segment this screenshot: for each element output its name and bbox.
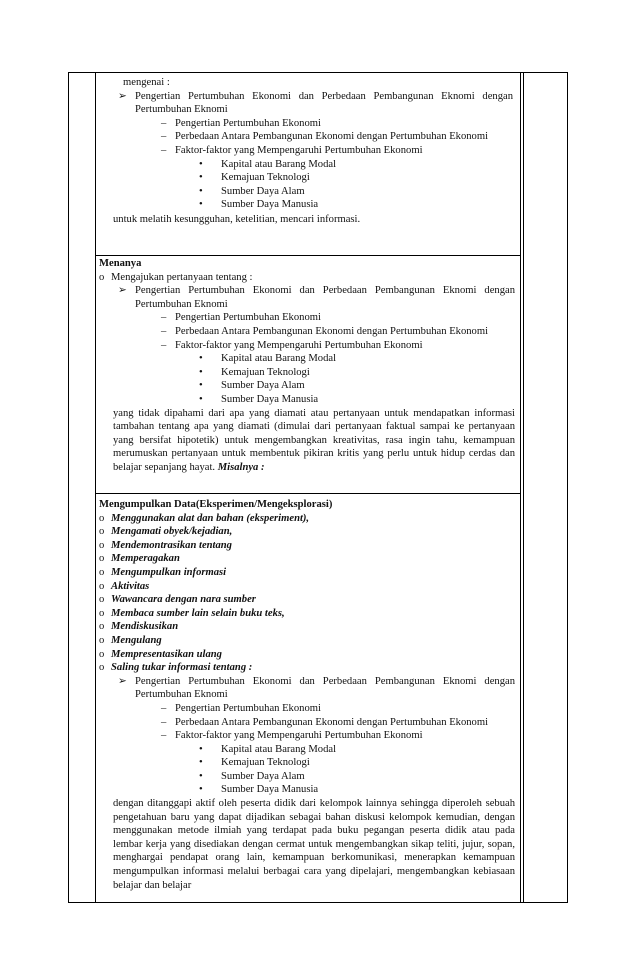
activity-item <box>99 525 515 539</box>
activity-text: Aktivitas <box>111 580 150 592</box>
activity-text: Mengajukan pertanyaan tentang : <box>111 271 253 283</box>
table-border-right <box>567 72 568 903</box>
factor-item <box>113 158 513 172</box>
sub-item-text: Pengertian Pertumbuhan Ekonomi <box>175 117 321 129</box>
activity-item <box>99 607 515 621</box>
topic-item <box>113 675 515 702</box>
activity-item <box>99 566 515 580</box>
column-divider-2 <box>520 72 521 903</box>
factor-text: Kapital atau Barang Modal <box>221 353 337 365</box>
section-2-nested <box>99 284 515 474</box>
activity-text: Membaca sumber lain selain buku teks, <box>111 607 285 619</box>
activity-text: Saling tukar informasi tentang : <box>111 662 253 674</box>
dash-bullet-icon: – <box>161 716 167 728</box>
dash-bullet-icon: – <box>161 131 167 143</box>
arrow-bullet-icon: ➢ <box>118 90 127 102</box>
circle-bullet-icon: o <box>99 526 105 538</box>
factor-item <box>113 185 513 199</box>
circle-bullet-icon: o <box>99 539 105 551</box>
factor-text: Kemajuan Teknologi <box>221 757 310 769</box>
dot-bullet-icon: • <box>199 353 203 365</box>
table-border-top <box>68 72 568 73</box>
activity-text: Mendiskusikan <box>111 621 179 633</box>
sub-item <box>113 130 513 144</box>
sub-item <box>113 729 515 743</box>
circle-bullet-icon: o <box>99 271 105 283</box>
activity-item <box>99 634 515 648</box>
activity-text: Mengamati obyek/kejadian, <box>111 526 233 538</box>
dot-bullet-icon: • <box>199 770 203 782</box>
table-border-left <box>68 72 69 903</box>
dot-bullet-icon: • <box>199 393 203 405</box>
sub-item-text: Perbedaan Antara Pembangunan Ekonomi dengan Pertumbuhan Ekonomi <box>175 131 489 143</box>
dot-bullet-icon: • <box>199 185 203 197</box>
activity-text: Mengumpulkan informasi <box>111 566 227 578</box>
activity-item <box>99 539 515 553</box>
factor-item <box>113 743 515 757</box>
dot-bullet-icon: • <box>199 743 203 755</box>
dash-bullet-icon: – <box>161 144 167 156</box>
factor-item <box>113 756 515 770</box>
factor-text: Sumber Daya Alam <box>221 770 305 782</box>
sub-item <box>113 117 513 131</box>
column-divider-3 <box>523 72 524 903</box>
dot-bullet-icon: • <box>199 784 203 796</box>
sub-item-text: Pengertian Pertumbuhan Ekonomi <box>175 702 321 714</box>
circle-bullet-icon: o <box>99 607 105 619</box>
activity-item <box>99 271 515 285</box>
sub-item <box>113 702 515 716</box>
factor-text: Sumber Daya Alam <box>221 185 305 197</box>
sub-item <box>113 325 515 339</box>
factor-item <box>113 366 515 380</box>
topic-item <box>113 284 515 311</box>
dash-bullet-icon: – <box>161 730 167 742</box>
factor-text: Sumber Daya Manusia <box>221 393 319 405</box>
sub-item <box>113 716 515 730</box>
section-2-closing <box>113 407 515 475</box>
section-3-closing: dengan ditanggapi aktif oleh peserta didik dari kelompok lainnya sehingga diperoleh sebuah pengetahuan baru yang dapat dijadikan sebagai bahan diskusi kelompok kemudian, dengan menggunakan metode ilmiah yang terdapat pada buku pegangan peserta didik atau pada lembar kerja yang disediakan dengan cermat untuk mengembangkan sikap teliti, jujur, sopan, menghargai pendapat orang lain, kemampuan berkomunikasi, menerapkan kemampuan mengumpulkan informasi melalui berbagai cara yang dipelajari, mengembangkan kebiasaan belajar dan belajar <box>113 798 515 891</box>
dash-bullet-icon: – <box>161 312 167 324</box>
factor-item <box>113 352 515 366</box>
section-2-cell <box>99 257 515 475</box>
dash-bullet-icon: – <box>161 325 167 337</box>
topic-text: Pengertian Pertumbuhan Ekonomi dan Perbedaan Pembangunan Eknomi dengan Pertumbuhan Eknomi <box>135 90 513 116</box>
factor-item <box>113 783 515 797</box>
factor-item <box>113 770 515 784</box>
activity-item <box>99 512 515 526</box>
column-divider-1 <box>95 72 96 903</box>
section-3-cell <box>99 498 515 892</box>
arrow-bullet-icon: ➢ <box>118 285 127 297</box>
factor-item <box>113 379 515 393</box>
circle-bullet-icon: o <box>99 553 105 565</box>
sub-item-text: Faktor-faktor yang Mempengaruhi Pertumbuhan Ekonomi <box>175 144 423 156</box>
sub-item-text: Perbedaan Antara Pembangunan Ekonomi dengan Pertumbuhan Ekonomi <box>175 716 489 728</box>
circle-bullet-icon: o <box>99 621 105 633</box>
sub-item <box>113 339 515 353</box>
activity-text: Menggunakan alat dan bahan (eksperiment), <box>111 512 310 524</box>
row-divider-2 <box>95 493 520 494</box>
dot-bullet-icon: • <box>199 366 203 378</box>
section-2-heading: Menanya <box>99 258 142 269</box>
sub-item-text: Faktor-faktor yang Mempengaruhi Pertumbuhan Ekonomi <box>175 730 423 742</box>
sub-item-text: Pengertian Pertumbuhan Ekonomi <box>175 312 321 324</box>
closing-text: yang tidak dipahami dari apa yang diamati atau pertanyaan untuk mendapatkan informasi tambahan tentang apa yang diamati (dimulai dari pertanyaan faktual sampai ke pertanyaan yang bersifat hipotetik) untuk mengembangkan kreativitas, rasa ingin tahu, kemampuan merumuskan pertanyaan untuk membentuk pikiran kritis yang perlu untuk hidup cerdas dan belajar sepanjang hayat. <box>113 407 515 473</box>
section-3-nested <box>99 675 515 893</box>
lesson-table <box>68 72 568 903</box>
circle-bullet-icon: o <box>99 648 105 660</box>
sub-item <box>113 311 515 325</box>
dash-bullet-icon: – <box>161 702 167 714</box>
sub-item-text: Faktor-faktor yang Mempengaruhi Pertumbuhan Ekonomi <box>175 339 423 351</box>
sub-item <box>113 144 513 158</box>
factor-text: Kapital atau Barang Modal <box>221 158 337 170</box>
factor-item <box>113 198 513 212</box>
arrow-bullet-icon: ➢ <box>118 675 127 687</box>
dot-bullet-icon: • <box>199 199 203 211</box>
activity-text: Mempresentasikan ulang <box>111 648 222 660</box>
factor-item <box>113 171 513 185</box>
sub-item-text: Perbedaan Antara Pembangunan Ekonomi dengan Pertumbuhan Ekonomi <box>175 325 489 337</box>
circle-bullet-icon: o <box>99 566 105 578</box>
section-1-cell <box>113 76 513 227</box>
section-1-closing: untuk melatih kesungguhan, ketelitian, mencari informasi. <box>113 213 361 225</box>
activity-item <box>99 593 515 607</box>
closing-emphasis: Misalnya : <box>217 461 265 473</box>
dot-bullet-icon: • <box>199 380 203 392</box>
factor-text: Sumber Daya Manusia <box>221 784 319 796</box>
factor-text: Kemajuan Teknologi <box>221 366 310 378</box>
activity-text: Memperagakan <box>111 553 180 565</box>
section-1-intro: mengenai : <box>123 77 170 88</box>
circle-bullet-icon: o <box>99 594 105 606</box>
circle-bullet-icon: o <box>99 634 105 646</box>
factor-text: Sumber Daya Manusia <box>221 199 319 211</box>
dash-bullet-icon: – <box>161 339 167 351</box>
activity-text: Mengulang <box>111 634 162 646</box>
factor-text: Kapital atau Barang Modal <box>221 743 337 755</box>
activity-item <box>99 661 515 675</box>
activity-item <box>99 648 515 662</box>
factor-text: Kemajuan Teknologi <box>221 172 310 184</box>
row-divider-1 <box>95 255 520 256</box>
circle-bullet-icon: o <box>99 662 105 674</box>
topic-item <box>113 90 513 117</box>
activity-item <box>99 580 515 594</box>
dash-bullet-icon: – <box>161 117 167 129</box>
factor-item <box>113 393 515 407</box>
dot-bullet-icon: • <box>199 158 203 170</box>
activity-item <box>99 620 515 634</box>
section-3-heading: Mengumpulkan Data(Eksperimen/Mengeksplorasi) <box>99 499 333 510</box>
factor-text: Sumber Daya Alam <box>221 380 305 392</box>
circle-bullet-icon: o <box>99 580 105 592</box>
topic-text: Pengertian Pertumbuhan Ekonomi dan Perbedaan Pembangunan Eknomi dengan Pertumbuhan Eknomi <box>135 285 515 310</box>
circle-bullet-icon: o <box>99 512 105 524</box>
dot-bullet-icon: • <box>199 757 203 769</box>
dot-bullet-icon: • <box>199 172 203 184</box>
topic-text: Pengertian Pertumbuhan Ekonomi dan Perbedaan Pembangunan Eknomi dengan Pertumbuhan Eknomi <box>135 675 515 701</box>
activity-item <box>99 552 515 566</box>
activity-text: Mendemontrasikan tentang <box>111 539 232 551</box>
activity-text: Wawancara dengan nara sumber <box>111 594 256 606</box>
table-border-bottom <box>68 902 568 903</box>
